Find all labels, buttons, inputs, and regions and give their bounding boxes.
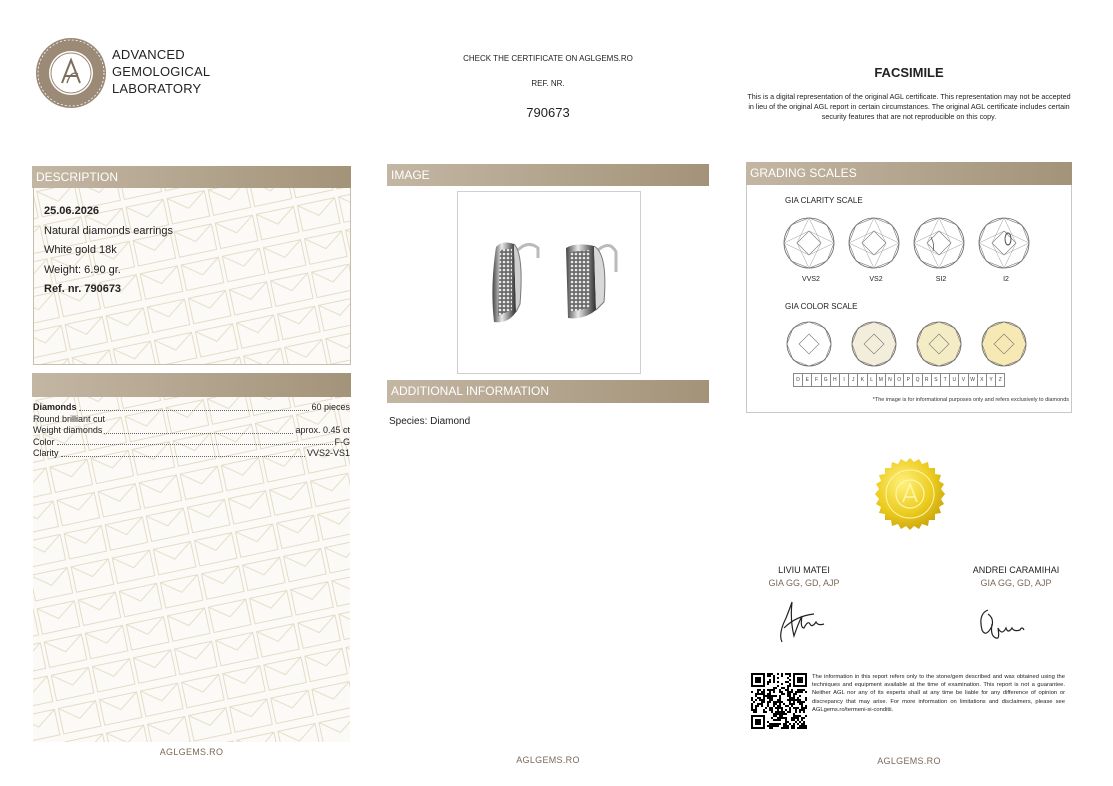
signer-left-title: GIA GG, GD, AJP bbox=[768, 578, 840, 588]
description-ref: Ref. nr. 790673 bbox=[44, 283, 122, 295]
gold-seal bbox=[873, 457, 947, 531]
color-letter: S bbox=[932, 374, 941, 386]
color-letter-scale bbox=[793, 373, 1005, 387]
color-letter: N bbox=[886, 374, 895, 386]
row-value: VVS2-VS1 bbox=[306, 448, 350, 458]
clarity-diamonds bbox=[783, 215, 1043, 275]
color-letter: V bbox=[959, 374, 968, 386]
grading-note: *The image is for informational purposes only and refers exclusively to diamonds bbox=[872, 397, 1069, 403]
color-letter: I bbox=[840, 374, 849, 386]
agl-logo bbox=[34, 36, 108, 110]
description-metal: White gold 18k bbox=[44, 244, 117, 256]
signer-right-title: GIA GG, GD, AJP bbox=[980, 578, 1052, 588]
gold-seal-icon bbox=[873, 457, 947, 531]
row-label: Color bbox=[33, 436, 55, 447]
qr-code[interactable] bbox=[751, 673, 807, 729]
footer-middle[interactable]: AGLGEMS.RO bbox=[516, 755, 580, 765]
color-letter: M bbox=[877, 374, 886, 386]
earrings-image bbox=[457, 191, 641, 374]
signature-left bbox=[774, 598, 834, 646]
check-certificate-text: CHECK THE CERTIFICATE ON AGLGEMS.RO bbox=[463, 54, 633, 63]
color-letter: W bbox=[969, 374, 978, 386]
clarity-label-vvs2: VVS2 bbox=[802, 276, 820, 283]
color-letter: L bbox=[868, 374, 877, 386]
color-letter: T bbox=[941, 374, 950, 386]
clarity-label-i2: I2 bbox=[1003, 276, 1009, 283]
row-label: Clarity bbox=[33, 448, 59, 458]
logo-text bbox=[112, 46, 210, 97]
color-letter: H bbox=[831, 374, 840, 386]
color-letter: G bbox=[822, 374, 831, 386]
description-item: Natural diamonds earrings bbox=[44, 224, 174, 237]
clarity-diamond-icon bbox=[784, 218, 834, 268]
species-text: Species: Diamond bbox=[389, 416, 471, 427]
color-letter: U bbox=[950, 374, 959, 386]
color-diamond-icon bbox=[852, 322, 896, 366]
color-diamond-icon bbox=[917, 322, 961, 366]
row-label: Weight diamonds bbox=[33, 425, 103, 435]
color-letter: O bbox=[895, 374, 904, 386]
facsimile-title: FACSIMILE bbox=[874, 65, 944, 80]
color-letter: Q bbox=[913, 374, 922, 386]
facsimile-text: This is a digital representation of the original AGL certificate. This representation may not be accepted in lieu of the original AGL report in certain circumstances. The original AGL certificate includes certain security features that are not reproducible on this copy. bbox=[747, 92, 1071, 121]
color-letter: P bbox=[904, 374, 913, 386]
color-letter: J bbox=[849, 374, 858, 386]
clarity-label-vs2: VS2 bbox=[869, 276, 883, 283]
clarity-scale-title: GIA CLARITY SCALE bbox=[785, 196, 863, 205]
row-label: Round brilliant cut bbox=[33, 413, 106, 424]
color-letter: E bbox=[803, 374, 812, 386]
agl-seal-icon bbox=[34, 36, 108, 110]
diamonds-row bbox=[33, 425, 350, 437]
logo-line1: ADVANCED bbox=[112, 47, 185, 62]
footer-right[interactable]: AGLGEMS.RO bbox=[877, 756, 941, 766]
ref-number: 790673 bbox=[526, 105, 570, 120]
disclaimer-text: The information in this report refers only to the stone/gem described and was obtained using the techniques and equipment available at the time of examination. This report is not a guarantee. Neither AGL nor any of its experts shall at any time be liable for any difference of opinion or discrepancy that may arise. For more information on limitations and disclaimers, please see AGLgems.ro/termeni-si-conditii. bbox=[812, 674, 1065, 713]
diamonds-header bbox=[32, 373, 351, 397]
description-header: DESCRIPTION bbox=[32, 166, 351, 188]
logo-line2: GEMOLOGICAL bbox=[112, 64, 211, 79]
diamonds-table bbox=[33, 402, 350, 460]
image-header: IMAGE bbox=[387, 164, 709, 186]
clarity-diamond-icon bbox=[914, 218, 964, 268]
row-label: Diamonds bbox=[33, 402, 77, 412]
clarity-diamond-icon bbox=[979, 218, 1029, 268]
row-value: aprox. 0.45 ct bbox=[295, 425, 350, 435]
footer-left[interactable]: AGLGEMS.RO bbox=[159, 747, 224, 757]
color-scale-title: GIA COLOR SCALE bbox=[785, 302, 858, 311]
description-panel bbox=[33, 188, 351, 365]
grading-scales-header: GRADING SCALES bbox=[746, 162, 1072, 185]
color-letter: F bbox=[812, 374, 821, 386]
row-value: F-G bbox=[334, 436, 350, 447]
description-weight: Weight: 6.90 gr. bbox=[44, 263, 121, 276]
color-diamond-icon bbox=[982, 322, 1026, 366]
signature-right bbox=[974, 600, 1034, 644]
logo-line3: LABORATORY bbox=[112, 81, 202, 96]
diamonds-row bbox=[33, 437, 350, 449]
description-date: 25.06.2026 bbox=[44, 205, 100, 217]
diamonds-row bbox=[33, 414, 350, 426]
color-letter: R bbox=[923, 374, 932, 386]
clarity-diamond-icon bbox=[849, 218, 899, 268]
color-diamond-icon bbox=[787, 322, 831, 366]
color-letter: Y bbox=[987, 374, 996, 386]
color-diamonds bbox=[783, 320, 1043, 368]
qr-code-icon bbox=[751, 673, 807, 729]
earrings-photo-icon bbox=[458, 192, 640, 373]
clarity-label-si2: SI2 bbox=[935, 276, 947, 283]
color-letter: X bbox=[978, 374, 987, 386]
grading-panel bbox=[746, 185, 1072, 413]
diamonds-row bbox=[33, 448, 350, 460]
additional-information-header: ADDITIONAL INFORMATION bbox=[387, 380, 709, 403]
signer-left-name: LIVIU MATEI bbox=[778, 565, 830, 575]
signer-right-name: ANDREI CARAMIHAI bbox=[972, 565, 1060, 575]
color-letter: D bbox=[794, 374, 803, 386]
color-letter: K bbox=[858, 374, 867, 386]
color-letter: Z bbox=[996, 374, 1005, 386]
ref-label: REF. NR. bbox=[531, 79, 565, 88]
row-value: 60 pieces bbox=[311, 402, 350, 412]
diamonds-row bbox=[33, 402, 350, 414]
